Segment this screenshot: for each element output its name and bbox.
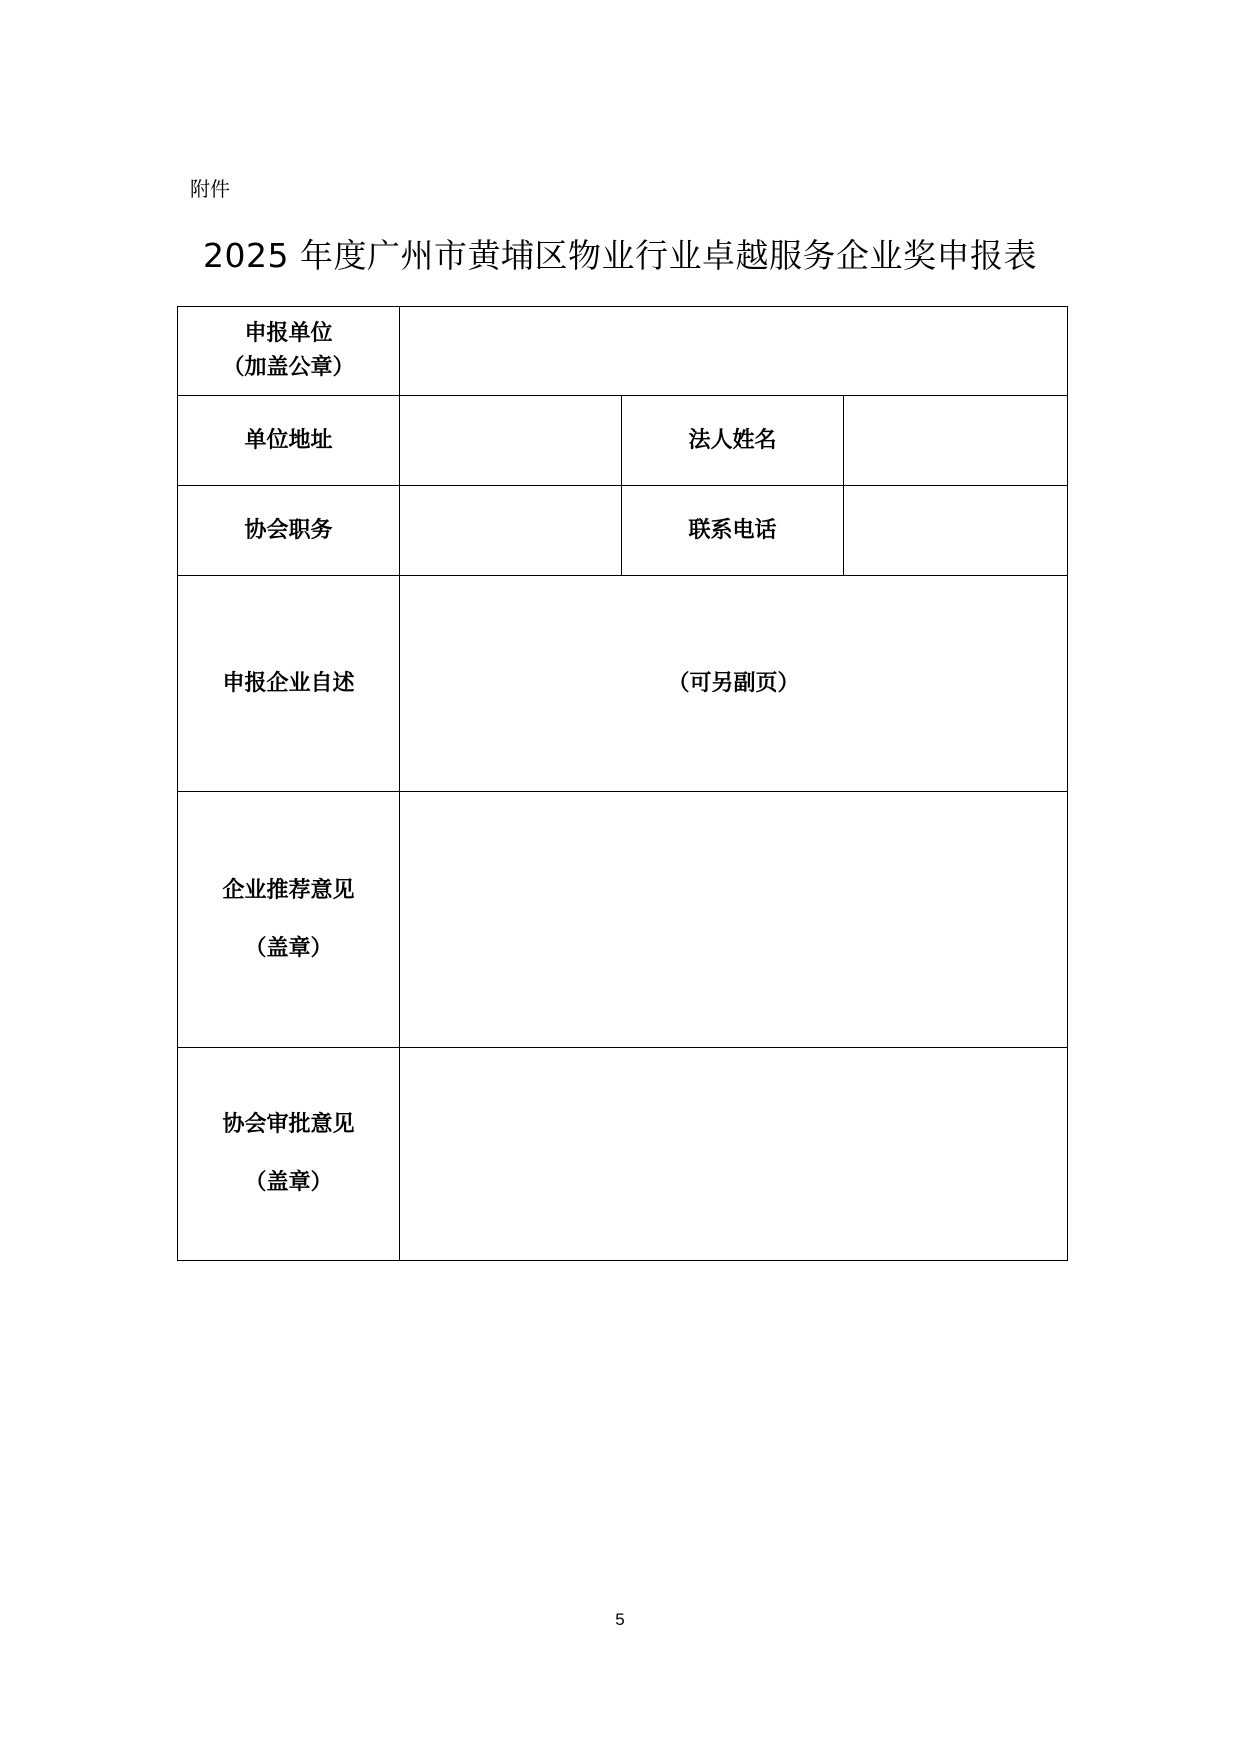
form-row-applicant-unit (178, 307, 1068, 396)
enterprise-recommendation-field[interactable] (400, 792, 1068, 1048)
form-row-self-statement (178, 576, 1068, 792)
document-title: 2025 年度广州市黄埔区物业行业卓越服务企业奖申报表 (203, 236, 1037, 275)
self-statement-label: 申报企业自述 (178, 576, 400, 792)
self-statement-hint: （可另副页） (667, 670, 800, 696)
self-statement-field[interactable] (400, 576, 1068, 792)
applicant-unit-seal-note: （加盖公章） (222, 355, 355, 380)
association-position-field[interactable] (400, 486, 622, 576)
legal-rep-name-label: 法人姓名 (622, 396, 844, 486)
form-row-address (178, 396, 1068, 486)
association-approval-seal-note: （盖章） (244, 1170, 333, 1195)
legal-rep-name-field[interactable] (844, 396, 1068, 486)
association-approval-label-text: 协会审批意见 (222, 1112, 355, 1137)
form-row-position (178, 486, 1068, 576)
form-row-enterprise-recommendation (178, 792, 1068, 1048)
association-position-label: 协会职务 (178, 486, 400, 576)
contact-phone-label: 联系电话 (622, 486, 844, 576)
contact-phone-field[interactable] (844, 486, 1068, 576)
applicant-unit-label (178, 307, 400, 396)
attachment-label: 附件 (190, 177, 230, 201)
association-approval-label (178, 1048, 400, 1261)
enterprise-recommendation-label-text: 企业推荐意见 (222, 877, 355, 903)
applicant-unit-label-text: 申报单位 (244, 321, 333, 346)
unit-address-field[interactable] (400, 396, 622, 486)
enterprise-recommendation-seal-note: （盖章） (244, 935, 333, 961)
association-approval-field[interactable] (400, 1048, 1068, 1261)
page-number: 5 (615, 1610, 625, 1629)
applicant-unit-field[interactable] (400, 307, 1068, 396)
enterprise-recommendation-label (178, 792, 400, 1048)
application-form-table (177, 306, 1068, 1261)
unit-address-label: 单位地址 (178, 396, 400, 486)
form-row-association-approval (178, 1048, 1068, 1261)
